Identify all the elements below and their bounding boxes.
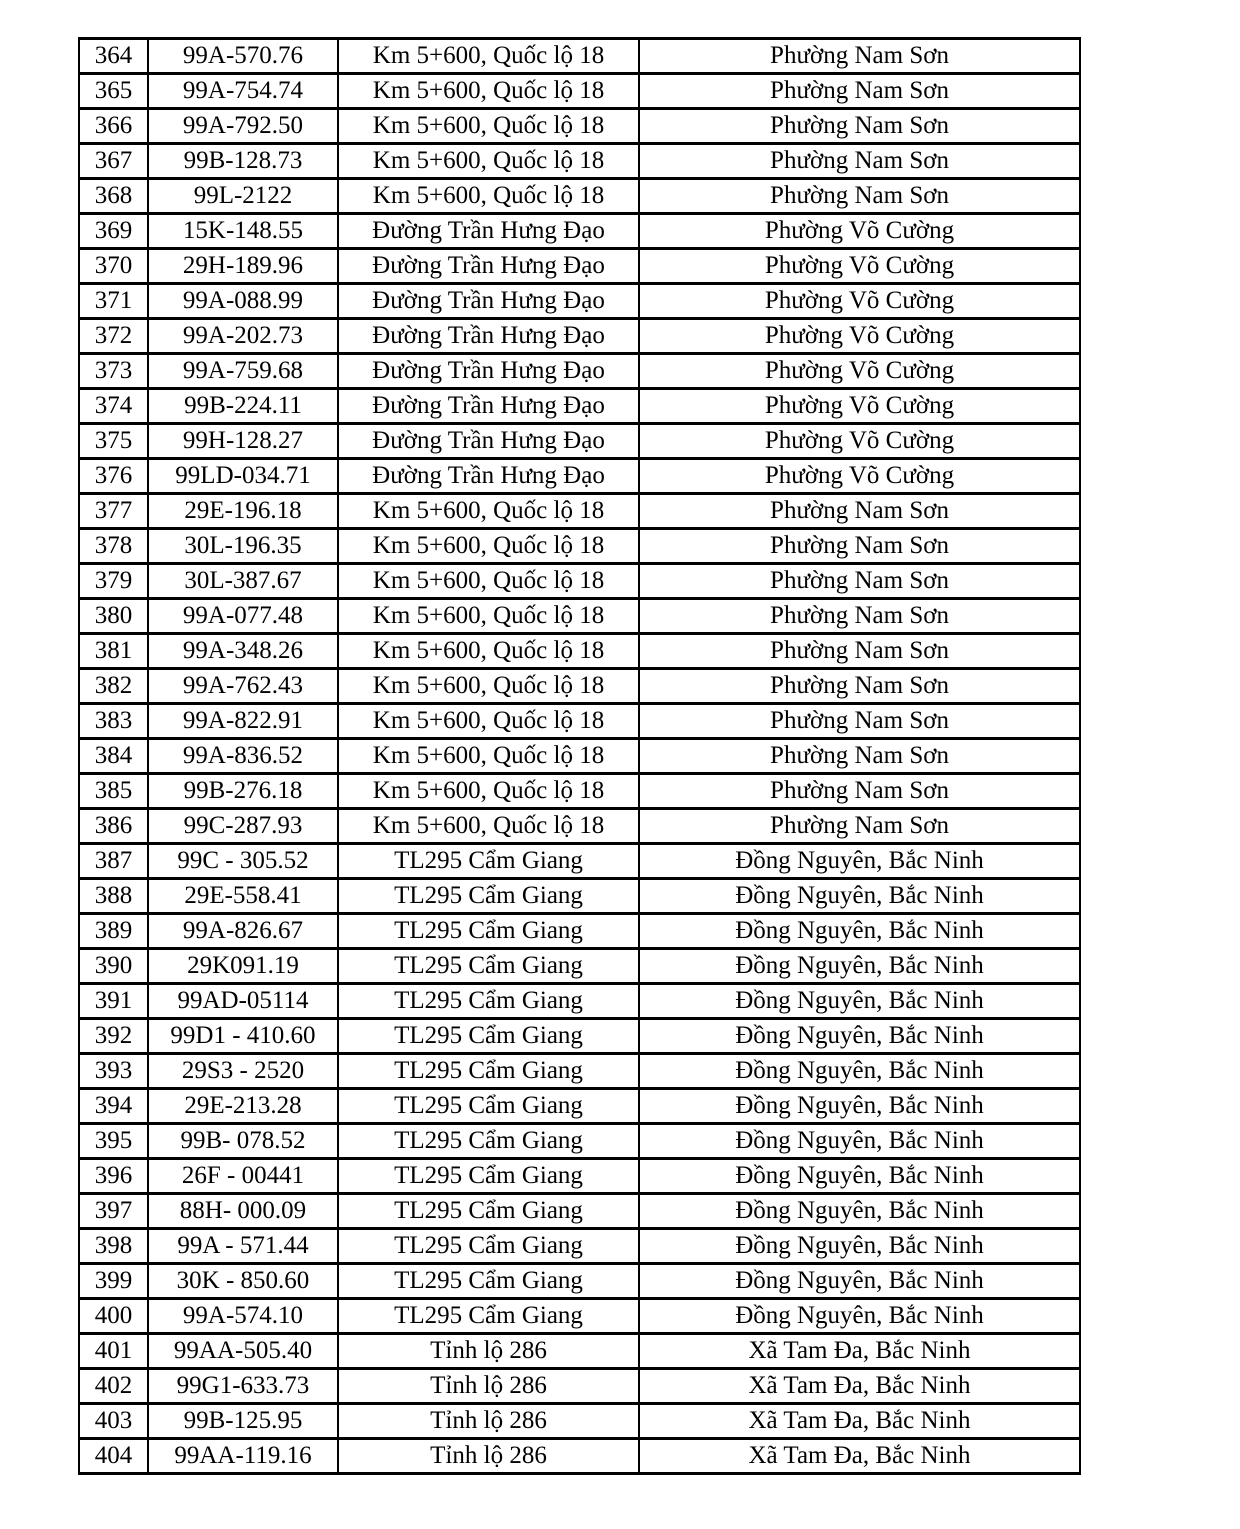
- cell-plate: 30L-387.67: [148, 564, 338, 599]
- cell-location: Tỉnh lộ 286: [338, 1334, 639, 1369]
- cell-location: Đường Trần Hưng Đạo: [338, 284, 639, 319]
- cell-stt: 375: [79, 424, 148, 459]
- table-row: [79, 844, 1080, 879]
- cell-area: Đồng Nguyên, Bắc Ninh: [639, 1124, 1080, 1159]
- cell-plate: 99A-826.67: [148, 914, 338, 949]
- cell-stt: 372: [79, 319, 148, 354]
- table-row: [79, 284, 1080, 319]
- table-row: [79, 704, 1080, 739]
- cell-location: Đường Trần Hưng Đạo: [338, 249, 639, 284]
- cell-area: Phường Võ Cường: [639, 319, 1080, 354]
- cell-stt: 376: [79, 459, 148, 494]
- table-row: [79, 1264, 1080, 1299]
- cell-stt: 387: [79, 844, 148, 879]
- cell-location: Km 5+600, Quốc lộ 18: [338, 634, 639, 669]
- cell-area: Phường Võ Cường: [639, 459, 1080, 494]
- cell-location: Km 5+600, Quốc lộ 18: [338, 529, 639, 564]
- table-row: [79, 669, 1080, 704]
- cell-stt: 381: [79, 634, 148, 669]
- cell-location: Km 5+600, Quốc lộ 18: [338, 669, 639, 704]
- cell-location: Km 5+600, Quốc lộ 18: [338, 809, 639, 844]
- cell-plate: 99B-276.18: [148, 774, 338, 809]
- table-row: [79, 74, 1080, 109]
- cell-location: TL295 Cẩm Giang: [338, 984, 639, 1019]
- table-row: [79, 1124, 1080, 1159]
- cell-area: Xã Tam Đa, Bắc Ninh: [639, 1369, 1080, 1404]
- cell-area: Phường Nam Sơn: [639, 809, 1080, 844]
- cell-location: TL295 Cẩm Giang: [338, 844, 639, 879]
- table-row: [79, 1089, 1080, 1124]
- cell-area: Đồng Nguyên, Bắc Ninh: [639, 1089, 1080, 1124]
- cell-location: Km 5+600, Quốc lộ 18: [338, 494, 639, 529]
- cell-stt: 388: [79, 879, 148, 914]
- cell-area: Đồng Nguyên, Bắc Ninh: [639, 1194, 1080, 1229]
- cell-area: Phường Nam Sơn: [639, 599, 1080, 634]
- cell-plate: 30K - 850.60: [148, 1264, 338, 1299]
- cell-stt: 374: [79, 389, 148, 424]
- table-row: [79, 494, 1080, 529]
- cell-plate: 99A-348.26: [148, 634, 338, 669]
- plate-table-body: [79, 39, 1080, 1474]
- cell-area: Đồng Nguyên, Bắc Ninh: [639, 1054, 1080, 1089]
- cell-stt: 389: [79, 914, 148, 949]
- cell-plate: 99A-088.99: [148, 284, 338, 319]
- cell-plate: 99B- 078.52: [148, 1124, 338, 1159]
- table-row: [79, 809, 1080, 844]
- cell-location: TL295 Cẩm Giang: [338, 1089, 639, 1124]
- cell-plate: 99A-754.74: [148, 74, 338, 109]
- cell-plate: 99A-077.48: [148, 599, 338, 634]
- cell-plate: 99A-759.68: [148, 354, 338, 389]
- table-row: [79, 39, 1080, 74]
- cell-stt: 371: [79, 284, 148, 319]
- table-row: [79, 1194, 1080, 1229]
- cell-stt: 365: [79, 74, 148, 109]
- table-row: [79, 984, 1080, 1019]
- table-row: [79, 214, 1080, 249]
- cell-plate: 99AD-05114: [148, 984, 338, 1019]
- cell-area: Đồng Nguyên, Bắc Ninh: [639, 1019, 1080, 1054]
- cell-location: Km 5+600, Quốc lộ 18: [338, 704, 639, 739]
- cell-area: Đồng Nguyên, Bắc Ninh: [639, 1229, 1080, 1264]
- cell-stt: 384: [79, 739, 148, 774]
- cell-area: Đồng Nguyên, Bắc Ninh: [639, 879, 1080, 914]
- cell-stt: 402: [79, 1369, 148, 1404]
- cell-plate: 99AA-505.40: [148, 1334, 338, 1369]
- cell-area: Đồng Nguyên, Bắc Ninh: [639, 914, 1080, 949]
- cell-location: Đường Trần Hưng Đạo: [338, 319, 639, 354]
- cell-location: Km 5+600, Quốc lộ 18: [338, 144, 639, 179]
- cell-plate: 99A-202.73: [148, 319, 338, 354]
- cell-location: Đường Trần Hưng Đạo: [338, 459, 639, 494]
- cell-stt: 385: [79, 774, 148, 809]
- cell-area: Đồng Nguyên, Bắc Ninh: [639, 984, 1080, 1019]
- cell-plate: 99H-128.27: [148, 424, 338, 459]
- cell-area: Xã Tam Đa, Bắc Ninh: [639, 1334, 1080, 1369]
- cell-area: Đồng Nguyên, Bắc Ninh: [639, 1299, 1080, 1334]
- cell-area: Phường Nam Sơn: [639, 179, 1080, 214]
- cell-location: TL295 Cẩm Giang: [338, 914, 639, 949]
- cell-area: Đồng Nguyên, Bắc Ninh: [639, 1159, 1080, 1194]
- cell-plate: 99B-224.11: [148, 389, 338, 424]
- cell-location: Đường Trần Hưng Đạo: [338, 354, 639, 389]
- cell-location: Km 5+600, Quốc lộ 18: [338, 599, 639, 634]
- table-row: [79, 739, 1080, 774]
- cell-plate: 99B-128.73: [148, 144, 338, 179]
- cell-location: TL295 Cẩm Giang: [338, 949, 639, 984]
- cell-stt: 396: [79, 1159, 148, 1194]
- cell-area: Phường Nam Sơn: [639, 669, 1080, 704]
- cell-stt: 404: [79, 1439, 148, 1474]
- cell-area: Phường Nam Sơn: [639, 704, 1080, 739]
- cell-stt: 378: [79, 529, 148, 564]
- cell-area: Phường Nam Sơn: [639, 529, 1080, 564]
- cell-plate: 99L-2122: [148, 179, 338, 214]
- cell-location: Tỉnh lộ 286: [338, 1404, 639, 1439]
- table-row: [79, 564, 1080, 599]
- cell-plate: 88H- 000.09: [148, 1194, 338, 1229]
- cell-plate: 99A - 571.44: [148, 1229, 338, 1264]
- cell-stt: 367: [79, 144, 148, 179]
- cell-plate: 99LD-034.71: [148, 459, 338, 494]
- table-row: [79, 354, 1080, 389]
- cell-location: TL295 Cẩm Giang: [338, 1124, 639, 1159]
- cell-location: Tỉnh lộ 286: [338, 1369, 639, 1404]
- cell-stt: 382: [79, 669, 148, 704]
- cell-plate: 99C-287.93: [148, 809, 338, 844]
- cell-plate: 29S3 - 2520: [148, 1054, 338, 1089]
- cell-stt: 393: [79, 1054, 148, 1089]
- cell-location: Km 5+600, Quốc lộ 18: [338, 179, 639, 214]
- table-row: [79, 144, 1080, 179]
- cell-area: Phường Nam Sơn: [639, 564, 1080, 599]
- cell-area: Xã Tam Đa, Bắc Ninh: [639, 1439, 1080, 1474]
- cell-area: Phường Nam Sơn: [639, 739, 1080, 774]
- table-row: [79, 1334, 1080, 1369]
- cell-area: Phường Nam Sơn: [639, 634, 1080, 669]
- cell-plate: 99A-792.50: [148, 109, 338, 144]
- cell-stt: 379: [79, 564, 148, 599]
- cell-area: Phường Võ Cường: [639, 354, 1080, 389]
- table-row: [79, 1159, 1080, 1194]
- table-row: [79, 914, 1080, 949]
- cell-stt: 386: [79, 809, 148, 844]
- cell-plate: 26F - 00441: [148, 1159, 338, 1194]
- cell-location: Km 5+600, Quốc lộ 18: [338, 739, 639, 774]
- cell-stt: 364: [79, 39, 148, 74]
- table-row: [79, 179, 1080, 214]
- cell-stt: 369: [79, 214, 148, 249]
- cell-location: Km 5+600, Quốc lộ 18: [338, 774, 639, 809]
- cell-plate: 99A-836.52: [148, 739, 338, 774]
- cell-location: Km 5+600, Quốc lộ 18: [338, 74, 639, 109]
- cell-area: Phường Võ Cường: [639, 424, 1080, 459]
- cell-stt: 400: [79, 1299, 148, 1334]
- table-row: [79, 1019, 1080, 1054]
- cell-location: TL295 Cẩm Giang: [338, 1054, 639, 1089]
- table-row: [79, 1229, 1080, 1264]
- table-row: [79, 774, 1080, 809]
- cell-plate: 29E-213.28: [148, 1089, 338, 1124]
- cell-plate: 99A-574.10: [148, 1299, 338, 1334]
- cell-location: Km 5+600, Quốc lộ 18: [338, 109, 639, 144]
- cell-stt: 366: [79, 109, 148, 144]
- cell-plate: 99G1-633.73: [148, 1369, 338, 1404]
- cell-stt: 383: [79, 704, 148, 739]
- cell-area: Phường Nam Sơn: [639, 74, 1080, 109]
- cell-area: Phường Nam Sơn: [639, 494, 1080, 529]
- cell-location: TL295 Cẩm Giang: [338, 1194, 639, 1229]
- table-row: [79, 249, 1080, 284]
- table-row: [79, 1404, 1080, 1439]
- table-row: [79, 389, 1080, 424]
- table-row: [79, 634, 1080, 669]
- cell-location: Đường Trần Hưng Đạo: [338, 424, 639, 459]
- cell-area: Phường Nam Sơn: [639, 774, 1080, 809]
- cell-area: Phường Nam Sơn: [639, 109, 1080, 144]
- cell-area: Phường Nam Sơn: [639, 39, 1080, 74]
- cell-stt: 390: [79, 949, 148, 984]
- cell-stt: 395: [79, 1124, 148, 1159]
- table-row: [79, 1299, 1080, 1334]
- cell-location: Đường Trần Hưng Đạo: [338, 214, 639, 249]
- cell-plate: 99A-762.43: [148, 669, 338, 704]
- table-row: [79, 1054, 1080, 1089]
- table-row: [79, 599, 1080, 634]
- cell-stt: 380: [79, 599, 148, 634]
- cell-location: Tỉnh lộ 286: [338, 1439, 639, 1474]
- cell-plate: 29E-196.18: [148, 494, 338, 529]
- cell-stt: 401: [79, 1334, 148, 1369]
- cell-plate: 99C - 305.52: [148, 844, 338, 879]
- cell-stt: 373: [79, 354, 148, 389]
- vehicle-plate-table: [78, 37, 1081, 1475]
- cell-area: Phường Võ Cường: [639, 389, 1080, 424]
- cell-stt: 394: [79, 1089, 148, 1124]
- cell-plate: 99B-125.95: [148, 1404, 338, 1439]
- cell-area: Phường Võ Cường: [639, 249, 1080, 284]
- cell-area: Đồng Nguyên, Bắc Ninh: [639, 949, 1080, 984]
- cell-location: TL295 Cẩm Giang: [338, 1229, 639, 1264]
- cell-location: Km 5+600, Quốc lộ 18: [338, 564, 639, 599]
- table-row: [79, 459, 1080, 494]
- table-row: [79, 529, 1080, 564]
- cell-plate: 30L-196.35: [148, 529, 338, 564]
- table-row: [79, 879, 1080, 914]
- cell-area: Đồng Nguyên, Bắc Ninh: [639, 844, 1080, 879]
- cell-location: Đường Trần Hưng Đạo: [338, 389, 639, 424]
- cell-location: TL295 Cẩm Giang: [338, 1299, 639, 1334]
- table-row: [79, 109, 1080, 144]
- cell-location: Km 5+600, Quốc lộ 18: [338, 39, 639, 74]
- table-row: [79, 319, 1080, 354]
- table-row: [79, 1439, 1080, 1474]
- cell-location: TL295 Cẩm Giang: [338, 1019, 639, 1054]
- cell-area: Phường Võ Cường: [639, 284, 1080, 319]
- cell-plate: 99A-822.91: [148, 704, 338, 739]
- cell-plate: 99AA-119.16: [148, 1439, 338, 1474]
- cell-stt: 392: [79, 1019, 148, 1054]
- cell-plate: 29E-558.41: [148, 879, 338, 914]
- cell-location: TL295 Cẩm Giang: [338, 1264, 639, 1299]
- cell-area: Xã Tam Đa, Bắc Ninh: [639, 1404, 1080, 1439]
- cell-stt: 370: [79, 249, 148, 284]
- cell-stt: 399: [79, 1264, 148, 1299]
- cell-area: Phường Nam Sơn: [639, 144, 1080, 179]
- table-row: [79, 1369, 1080, 1404]
- cell-location: TL295 Cẩm Giang: [338, 879, 639, 914]
- cell-plate: 99D1 - 410.60: [148, 1019, 338, 1054]
- cell-plate: 29H-189.96: [148, 249, 338, 284]
- cell-location: TL295 Cẩm Giang: [338, 1159, 639, 1194]
- cell-stt: 368: [79, 179, 148, 214]
- cell-stt: 397: [79, 1194, 148, 1229]
- table-row: [79, 949, 1080, 984]
- cell-area: Phường Võ Cường: [639, 214, 1080, 249]
- cell-plate: 29K091.19: [148, 949, 338, 984]
- cell-plate: 15K-148.55: [148, 214, 338, 249]
- cell-stt: 398: [79, 1229, 148, 1264]
- cell-stt: 377: [79, 494, 148, 529]
- cell-plate: 99A-570.76: [148, 39, 338, 74]
- cell-area: Đồng Nguyên, Bắc Ninh: [639, 1264, 1080, 1299]
- table-row: [79, 424, 1080, 459]
- cell-stt: 403: [79, 1404, 148, 1439]
- cell-stt: 391: [79, 984, 148, 1019]
